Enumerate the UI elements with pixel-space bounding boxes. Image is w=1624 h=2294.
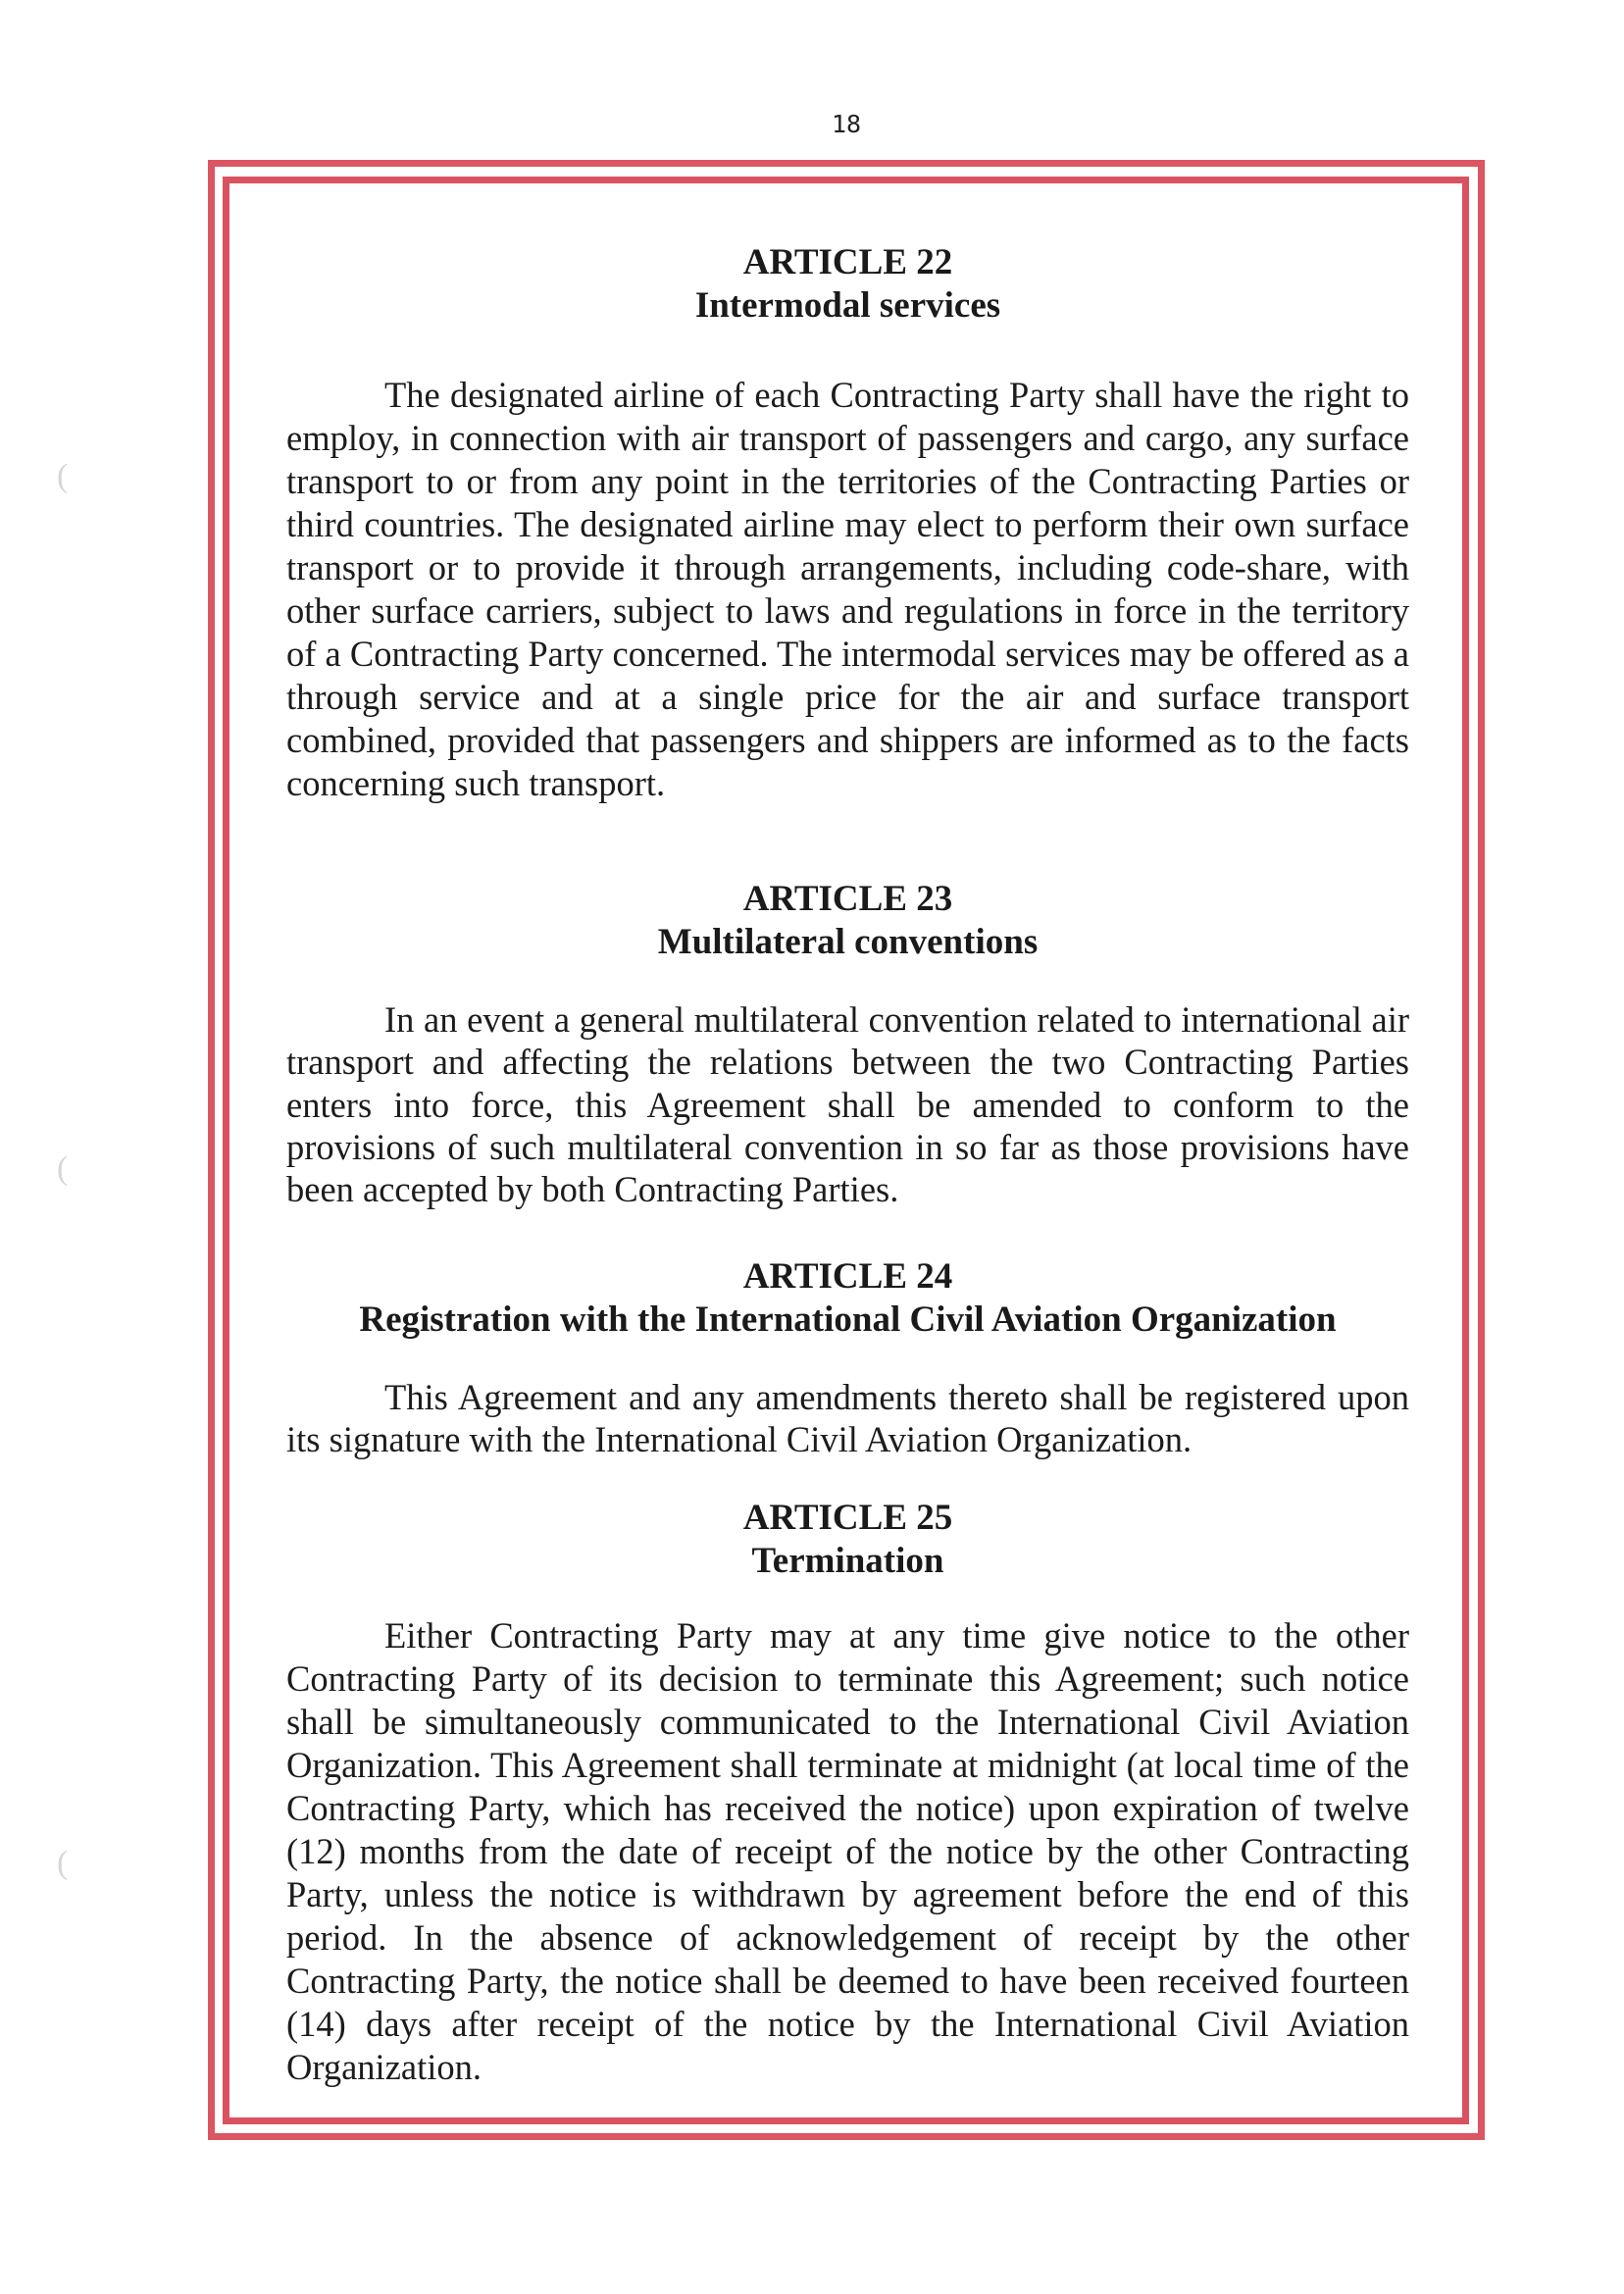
article-body: This Agreement and any amendments thereto shall be registered upon its signature with the International Civil Aviation Organization. — [286, 1377, 1409, 1459]
article-title: Termination — [751, 1541, 944, 1581]
article-heading — [286, 878, 1409, 964]
article-number: ARTICLE 23 — [742, 879, 953, 919]
article-heading — [286, 1497, 1409, 1583]
article-body: The designated airline of each Contracting Party shall have the right to employ, in connection with air transport of passengers and cargo, any surface transport to or from any point in the territories of the Contracting Parties or third countries. The designated airline may elect to perform their own surface transport or to provide it through arrangements, including code-share, with other surface carriers, subject to laws and regulations in force in the territory of a Contracting Party concerned. The intermodal services may be offered as a through service and at a single price for the air and surface transport combined, provided that passengers and shippers are informed as to the facts concerning such transport. — [286, 375, 1409, 803]
hole-punch-mark: ( — [57, 1845, 69, 1881]
article-number: ARTICLE 24 — [742, 1256, 953, 1297]
article-heading — [286, 241, 1409, 328]
article-number: ARTICLE 25 — [742, 1498, 953, 1538]
hole-punch-mark: ( — [57, 1150, 69, 1187]
article-body: Either Contracting Party may at any time give notice to the other Contracting Party of its decision to terminate this Agreement; such notice shall be simultaneously communicated to the International Civil Aviation Organization. This Agreement shall terminate at midnight (at local time of the Contracting Party, which has received the notice) upon expiration of twelve (12) months from the date of receipt of the notice by the other Contracting Party, unless the notice is withdrawn by agreement before the end of this period. In the absence of acknowledgement of receipt by the other Contracting Party, the notice shall be deemed to have been received fourteen (14) days after receipt of the notice by the International Civil Aviation Organization. — [286, 1615, 1409, 2087]
article-title: Registration with the International Civil Aviation Organization — [359, 1300, 1337, 1340]
article-body: In an event a general multilateral convention related to international air transport and affecting the relations between the two Contracting Parties enters into force, this Agreement shall be amended to conform to the provisions of such multilateral convention in so far as those provisions have been accepted by both Contracting Parties. — [286, 999, 1409, 1210]
article-heading — [286, 1255, 1409, 1342]
page-number: 18 — [831, 110, 862, 138]
article-title: Intermodal services — [694, 285, 1001, 326]
hole-punch-mark: ( — [57, 458, 69, 494]
article-number: ARTICLE 22 — [742, 242, 953, 282]
article-title: Multilateral conventions — [657, 922, 1039, 962]
